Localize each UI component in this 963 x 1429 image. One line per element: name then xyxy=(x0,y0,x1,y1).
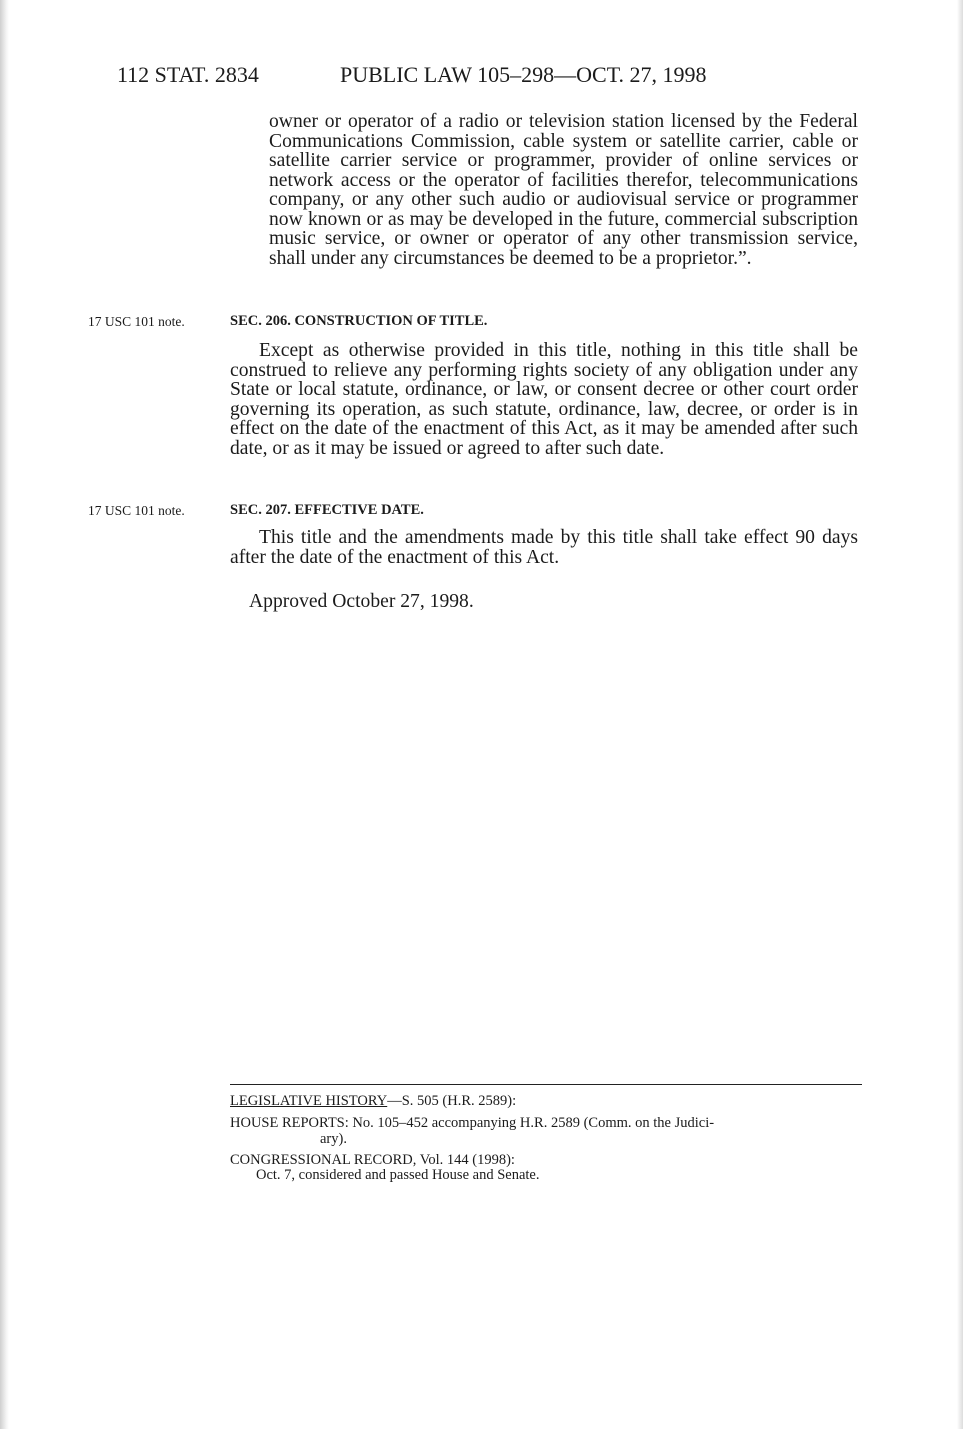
margin-note-sec207: 17 USC 101 note. xyxy=(88,503,185,518)
legislative-history-bill: —S. 505 (H.R. 2589): xyxy=(387,1093,517,1109)
section-heading-207: SEC. 207. EFFECTIVE DATE. xyxy=(230,502,424,518)
approval-line: Approved October 27, 1998. xyxy=(249,591,474,612)
house-reports-entry xyxy=(230,1116,862,1147)
record-date-entry: Oct. 7, considered and passed House and Senate. xyxy=(256,1167,540,1183)
legislative-history-title xyxy=(230,1094,862,1110)
scan-left-edge xyxy=(0,0,9,1429)
section-207-text: This title and the amendments made by this title shall take effect 90 days after the date of the enactment of this Act. xyxy=(230,527,858,568)
running-header: PUBLIC LAW 105–298—OCT. 27, 1998 xyxy=(340,62,707,87)
margin-note-sec206: 17 USC 101 note. xyxy=(88,314,185,329)
continued-paragraph: owner or operator of a radio or television station licensed by the Federal Communications Commission, cable system or satellite carrier, cable or satellite carrier service or programmer, provider of online services or network access or the operator of facilities therefor, telecommunications company, or any other such audio or audiovisual service or programmer now known or as may be developed in the future, commercial subscription music service, or owner or operator of any other transmission service, shall under any circumstances be deemed to be a proprietor.”. xyxy=(269,111,858,269)
scan-right-edge xyxy=(957,0,963,1429)
statute-page-number: 112 STAT. 2834 xyxy=(117,62,259,87)
footnote-divider xyxy=(230,1084,862,1085)
section-heading-206: SEC. 206. CONSTRUCTION OF TITLE. xyxy=(230,313,488,329)
legislative-history-label: LEGISLATIVE HISTORY xyxy=(230,1093,388,1109)
section-206-text: Except as otherwise provided in this title, nothing in this title shall be construed to relieve any performing rights society of any obligation under any State or local statute, ordinance, or law, or consent decree or other court order governing its operation, as such statute, ordinance, law, decree, or order is in effect on the date of the enactment of this Act, as it may be amended after such date, or as it may be issued or agreed to after such date. xyxy=(230,340,858,459)
house-reports-line-2: ary). xyxy=(320,1130,347,1147)
congressional-record-entry: CONGRESSIONAL RECORD, Vol. 144 (1998): xyxy=(230,1152,515,1168)
house-reports-line-1: HOUSE REPORTS: No. 105–452 accompanying H.R. 2589 (Comm. on the Judici- xyxy=(230,1115,715,1131)
